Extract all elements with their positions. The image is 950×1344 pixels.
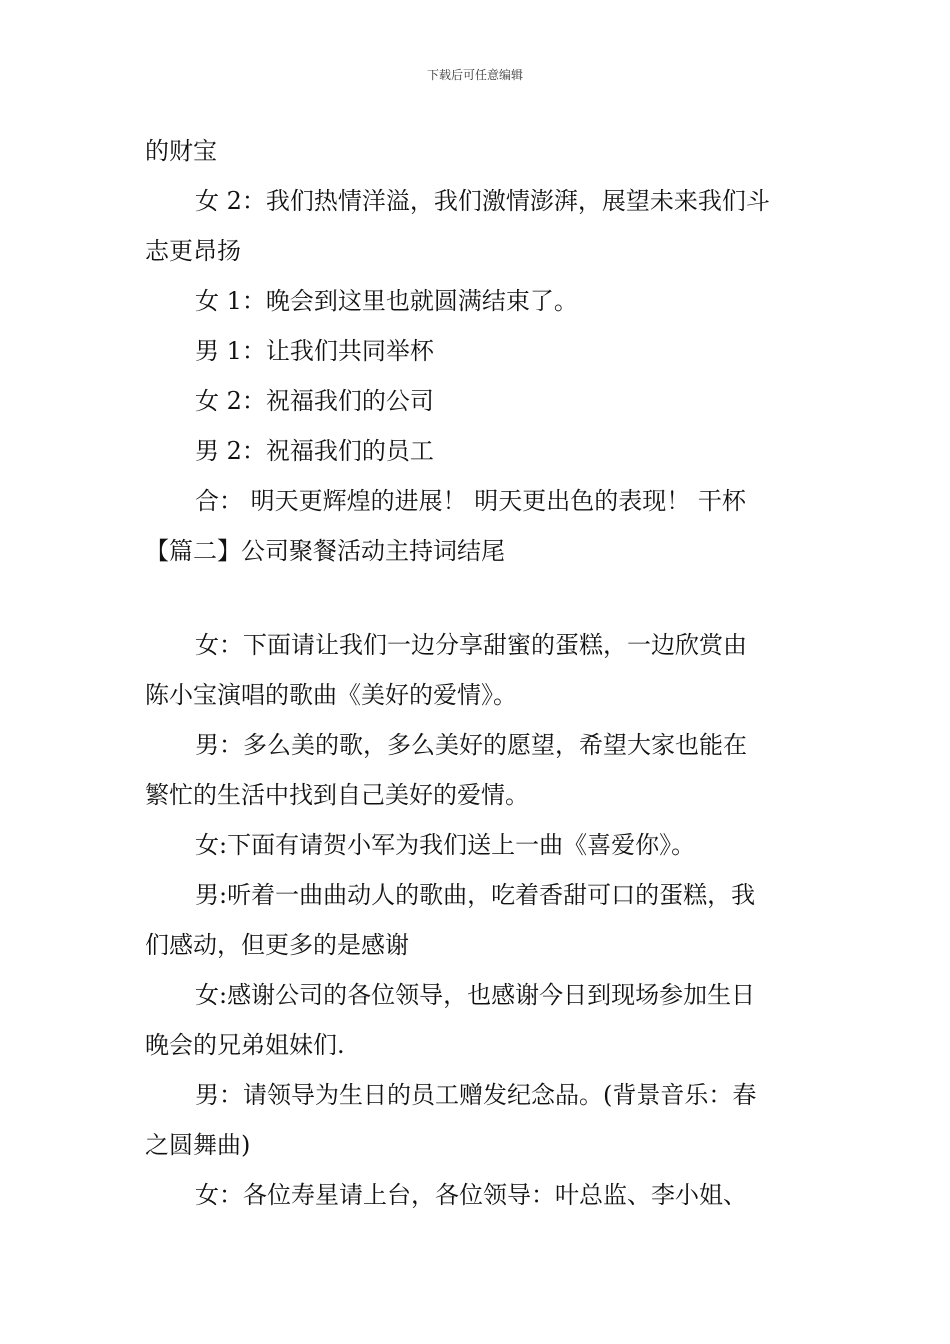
- text-line: 志更昂扬: [145, 237, 241, 265]
- dialogue-line: 男:听着一曲曲动人的歌曲，吃着香甜可口的蛋糕，我: [195, 881, 756, 909]
- text-line: 繁忙的生活中找到自己美好的爱情。: [145, 781, 529, 809]
- text-line: 之圆舞曲): [145, 1131, 251, 1159]
- dialogue-line: 合： 明天更辉煌的进展！ 明天更出色的表现！ 干杯: [195, 487, 746, 515]
- dialogue-line: 男：请领导为生日的员工赠发纪念品。(背景音乐：春: [195, 1081, 757, 1109]
- text-line: 们感动，但更多的是感谢: [145, 931, 409, 959]
- dialogue-line: 男：多么美的歌，多么美好的愿望，希望大家也能在: [195, 731, 747, 759]
- dialogue-line: 女：各位寿星请上台，各位领导：叶总监、李小姐、: [195, 1181, 747, 1209]
- section-title: 【篇二】公司聚餐活动主持词结尾: [145, 537, 505, 565]
- text-line: 陈小宝演唱的歌曲《美好的爱情》。: [145, 681, 517, 709]
- dialogue-line: 男 2：祝福我们的员工: [195, 437, 434, 465]
- text-line: 晚会的兄弟姐妹们.: [145, 1031, 345, 1059]
- text-line: 的财宝: [145, 137, 217, 165]
- dialogue-line: 男 1：让我们共同举杯: [195, 337, 434, 365]
- dialogue-line: 女:下面有请贺小军为我们送上一曲《喜爱你》。: [195, 831, 696, 859]
- dialogue-line: 女：下面请让我们一边分享甜蜜的蛋糕，一边欣赏由: [195, 631, 747, 659]
- dialogue-line: 女:感谢公司的各位领导，也感谢今日到现场参加生日: [195, 981, 756, 1009]
- document-body: [145, 126, 810, 1220]
- dialogue-line: 女 2：我们热情洋溢，我们激情澎湃，展望未来我们斗: [195, 187, 770, 215]
- dialogue-line: 女 2：祝福我们的公司: [195, 387, 434, 415]
- page-header-note: 下载后可任意编辑: [426, 68, 523, 82]
- paragraph-gap: [145, 576, 810, 620]
- dialogue-line: 女 1：晚会到这里也就圆满结束了。: [195, 287, 578, 315]
